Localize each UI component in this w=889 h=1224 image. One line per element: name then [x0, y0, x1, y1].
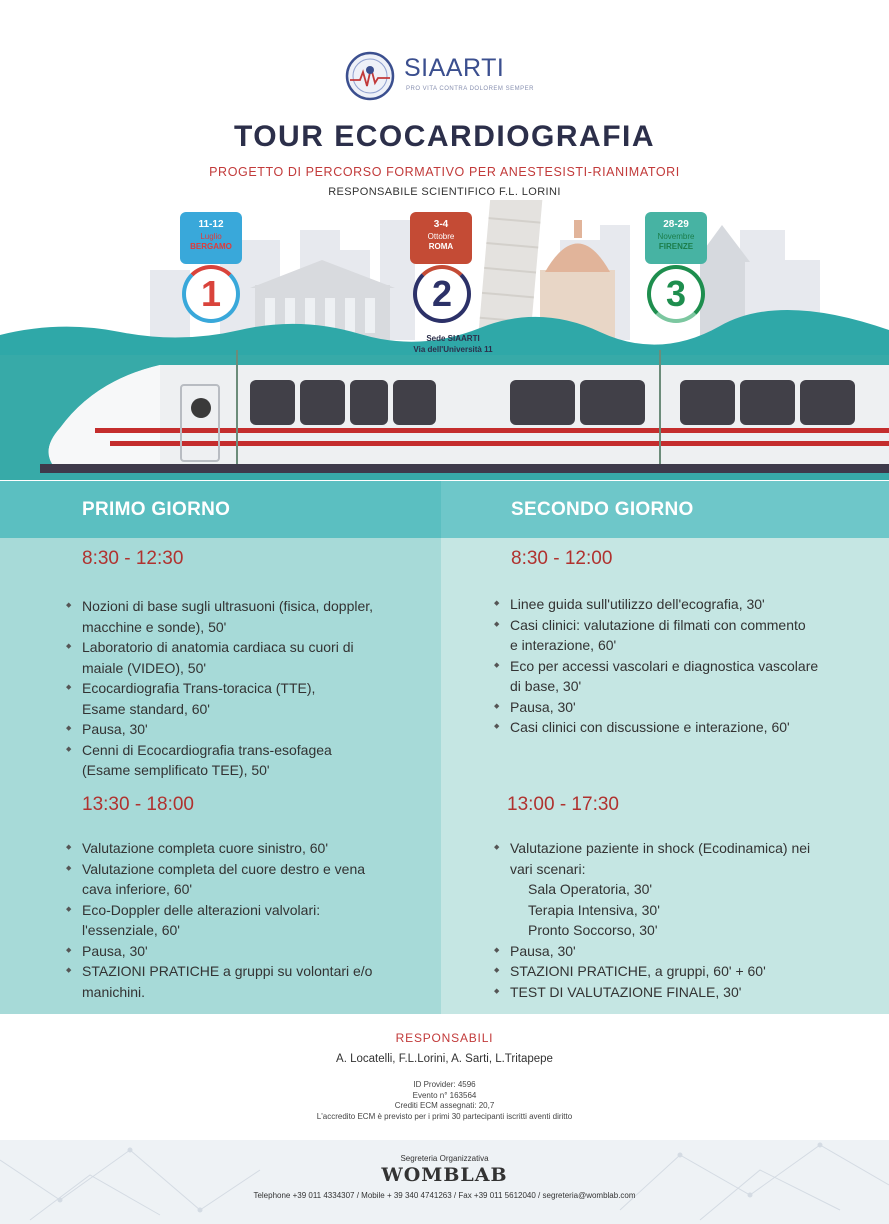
responsabili-names: A. Locatelli, F.L.Lorini, A. Sarti, L.Tritapepe [336, 1053, 553, 1065]
list-item: ◆ Valutazione paziente in shock (Ecodinamica) nei [494, 838, 879, 859]
ecm-credits: Crediti ECM assegnati: 20,7 [394, 1101, 495, 1110]
sede-location [398, 333, 508, 355]
sede-line-1: Sede SIAARTI [426, 334, 480, 343]
stop-3-city: FIRENZE [658, 242, 694, 251]
stop-2-month: Ottobre [427, 232, 455, 241]
list-item: e interazione, 60' [510, 637, 617, 653]
list-item: macchine e sonde), 50' [82, 618, 227, 635]
list-item: ◆ Casi clinici con discussione e interazione, 60' [494, 717, 879, 738]
day-1-afternoon-list [66, 838, 431, 1002]
scientific-lead: RESPONSABILE SCIENTIFICO F.L. LORINI [328, 186, 561, 198]
list-item: ◆ Pausa, 30' [494, 697, 879, 718]
sede-line-2: Via dell'Università 11 [413, 345, 493, 354]
tour-illustration [0, 200, 889, 480]
page-title: TOUR ECOCARDIOGRAFIA [233, 120, 656, 153]
stop-3-badge [645, 212, 707, 264]
list-item: maiale (VIDEO), 50' [82, 659, 207, 676]
evento-number: Evento n° 163564 [412, 1090, 477, 1100]
stop-1-number: 1 [182, 265, 240, 323]
list-item: Esame standard, 60' [82, 700, 210, 717]
day-1-title: PRIMO GIORNO [82, 499, 231, 520]
list-item: ◆ Ecocardiografia Trans-toracica (TTE), [66, 678, 431, 699]
day-2-afternoon-list [494, 838, 879, 1002]
accredito-note: L'accredito ECM è previsto per i primi 30 partecipanti iscritti aventi diritto [316, 1111, 573, 1121]
stop-3-number: 3 [647, 265, 705, 323]
day-1-schedule [0, 538, 441, 1014]
day-1-header [0, 481, 441, 538]
stop-1-city: BERGAMO [190, 242, 232, 251]
list-item: ◆ Valutazione completa del cuore destro e vena [66, 859, 431, 880]
organizer-footer [0, 1140, 889, 1224]
segreteria-label: Segreteria Organizzativa [400, 1154, 489, 1163]
list-item: ◆ Nozioni di base sugli ultrasuoni (fisica, doppler, [66, 596, 431, 617]
stop-2-number: 2 [413, 265, 471, 323]
list-item: ◆ Pausa, 30' [66, 719, 431, 740]
day-2-afternoon-time: 13:00 - 17:30 [507, 794, 619, 815]
list-item: ◆ Linee guida sull'utilizzo dell'ecografia, 30' [494, 594, 879, 615]
day-2-morning-list [494, 594, 879, 738]
list-item: Pronto Soccorso, 30' [528, 922, 658, 938]
stop-3-dates: 28-29 [663, 219, 689, 230]
page-subtitle: PROGETTO DI PERCORSO FORMATIVO PER ANESTESISTI-RIANIMATORI [209, 165, 680, 179]
day-2-title: SECONDO GIORNO [511, 499, 694, 520]
list-item: ◆ Valutazione completa cuore sinistro, 60' [66, 838, 431, 859]
list-item: ◆ Eco-Doppler delle alterazioni valvolari: [66, 900, 431, 921]
stop-1-dates: 11-12 [198, 219, 224, 230]
stop-1-month: Luglio [200, 232, 222, 241]
list-item: cava inferiore, 60' [82, 881, 193, 897]
list-item: ◆ Eco per accessi vascolari e diagnostica vascolare [494, 656, 879, 677]
list-item: l'essenziale, 60' [82, 922, 180, 938]
list-item: ◆ Casi clinici: valutazione di filmati con commento [494, 615, 879, 636]
list-item: ◆ STAZIONI PRATICHE a gruppi su volontari e/o [66, 961, 431, 982]
list-item: ◆ Pausa, 30' [494, 941, 879, 962]
logo-wordmark: SIAARTI [404, 54, 505, 82]
day-1-afternoon-time: 13:30 - 18:00 [82, 794, 194, 815]
siaarti-logo [344, 50, 544, 102]
provider-id: ID Provider: 4596 [413, 1080, 476, 1089]
day-2-morning-time: 8:30 - 12:00 [511, 548, 613, 569]
day-1-morning-list [66, 596, 431, 781]
stop-3-month: Novembre [657, 232, 695, 241]
contact-info: Telephone +39 011 4334307 / Mobile + 39 340 4741263 / Fax +39 011 5612040 / segreteria@womblab.com [253, 1191, 636, 1200]
day-1-morning-time: 8:30 - 12:30 [82, 548, 184, 569]
list-item: ◆ Laboratorio di anatomia cardiaca su cuori di [66, 637, 431, 658]
siaarti-emblem-icon [344, 50, 396, 102]
womblab-logo: WOMBLAB [381, 1164, 508, 1186]
list-item: vari scenari: [510, 860, 586, 877]
list-item: ◆ STAZIONI PRATICHE, a gruppi, 60' + 60' [494, 961, 879, 982]
logo-motto: PRO VITA CONTRA DOLOREM SEMPER [406, 86, 534, 92]
stop-2-dates: 3-4 [433, 219, 449, 230]
list-item: Sala Operatoria, 30' [528, 881, 653, 897]
stop-1-badge [180, 212, 242, 264]
list-item: di base, 30' [510, 678, 582, 694]
day-2-schedule [441, 538, 889, 1014]
stop-2-badge [410, 212, 472, 264]
list-item: Terapia Intensiva, 30' [528, 901, 660, 918]
stop-2-city: ROMA [428, 242, 454, 251]
day-2-header [441, 481, 889, 538]
list-item: (Esame semplificato TEE), 50' [82, 762, 270, 778]
list-item: manichini. [82, 983, 146, 1000]
ecm-info [0, 1080, 889, 1122]
list-item: ◆ Cenni di Ecocardiografia trans-esofagea [66, 740, 431, 761]
list-item: ◆ Pausa, 30' [66, 941, 431, 962]
list-item: ◆ TEST DI VALUTAZIONE FINALE, 30' [494, 982, 879, 1003]
responsabili-heading: RESPONSABILI [395, 1031, 494, 1045]
